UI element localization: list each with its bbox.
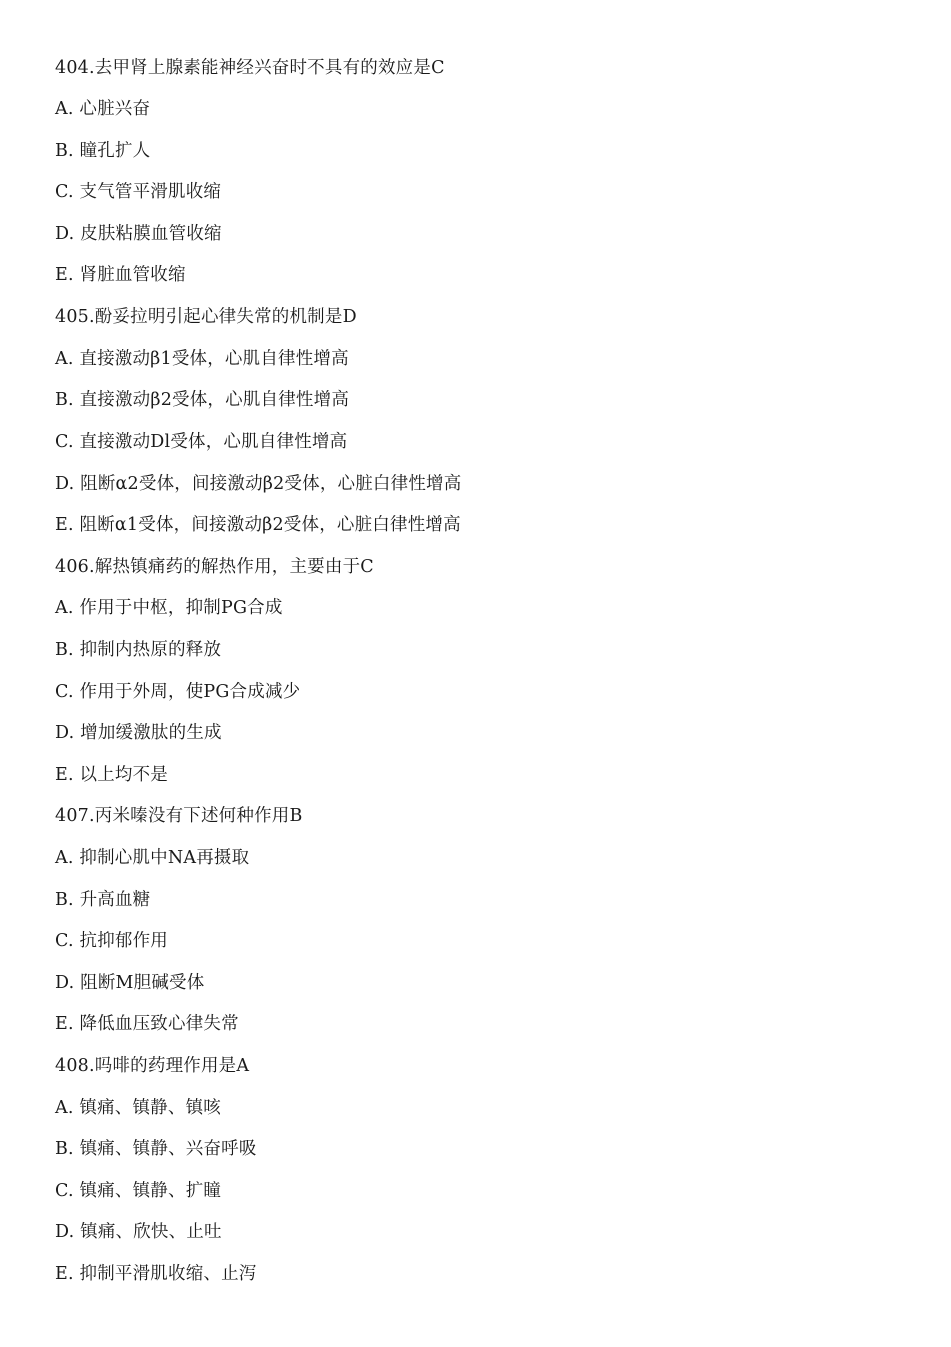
question-option: A. 直接激动β1受体，心肌自律性增高 — [55, 349, 349, 369]
question-option: E. 降低血压致心律失常 — [55, 1014, 239, 1034]
question-option: D. 增加缓激肽的生成 — [55, 723, 222, 743]
question-option: B. 镇痛、镇静、兴奋呼吸 — [55, 1139, 257, 1159]
question-option: D. 阻断M胆碱受体 — [55, 973, 205, 993]
question-option: C. 作用于外周，使PG合成减少 — [55, 682, 301, 702]
question-option: A. 抑制心肌中NA再摄取 — [55, 848, 250, 868]
question-option: A. 镇痛、镇静、镇咳 — [55, 1098, 221, 1118]
question-option: C. 支气管平滑肌收缩 — [55, 182, 222, 202]
question-option: A. 作用于中枢，抑制PG合成 — [55, 598, 283, 618]
question-option: B. 直接激动β2受体，心肌自律性增高 — [55, 390, 350, 410]
question-stem: 405.酚妥拉明引起心律失常的机制是D — [55, 307, 357, 327]
question-option: E. 以上均不是 — [55, 765, 168, 785]
question-option: D. 阻断α2受体，间接激动β2受体，心脏白律性增高 — [55, 474, 462, 494]
question-option: D. 镇痛、欣快、止吐 — [55, 1222, 222, 1242]
question-option: C. 抗抑郁作用 — [55, 931, 168, 951]
question-option: B. 升高血糖 — [55, 890, 151, 910]
question-option: C. 直接激动Dl受体，心肌自律性增高 — [55, 432, 348, 452]
question-option: B. 瞳孔扩人 — [55, 141, 151, 161]
question-option: B. 抑制内热原的释放 — [55, 640, 222, 660]
question-stem: 407.丙米嗪没有下述何种作用B — [55, 806, 303, 826]
question-option: D. 皮肤粘膜血管收缩 — [55, 224, 222, 244]
question-option: E. 抑制平滑肌收缩、止泻 — [55, 1264, 257, 1284]
question-option: E. 肾脏血管收缩 — [55, 265, 186, 285]
question-option: C. 镇痛、镇静、扩瞳 — [55, 1181, 222, 1201]
question-option: E. 阻断α1受体，间接激动β2受体，心脏白律性增高 — [55, 515, 461, 535]
question-stem: 408.吗啡的药理作用是A — [55, 1056, 250, 1076]
question-stem: 406.解热镇痛药的解热作用，主要由于C — [55, 557, 374, 577]
question-stem: 404.去甲肾上腺素能神经兴奋时不具有的效应是C — [55, 58, 445, 78]
question-option: A. 心脏兴奋 — [55, 99, 151, 119]
